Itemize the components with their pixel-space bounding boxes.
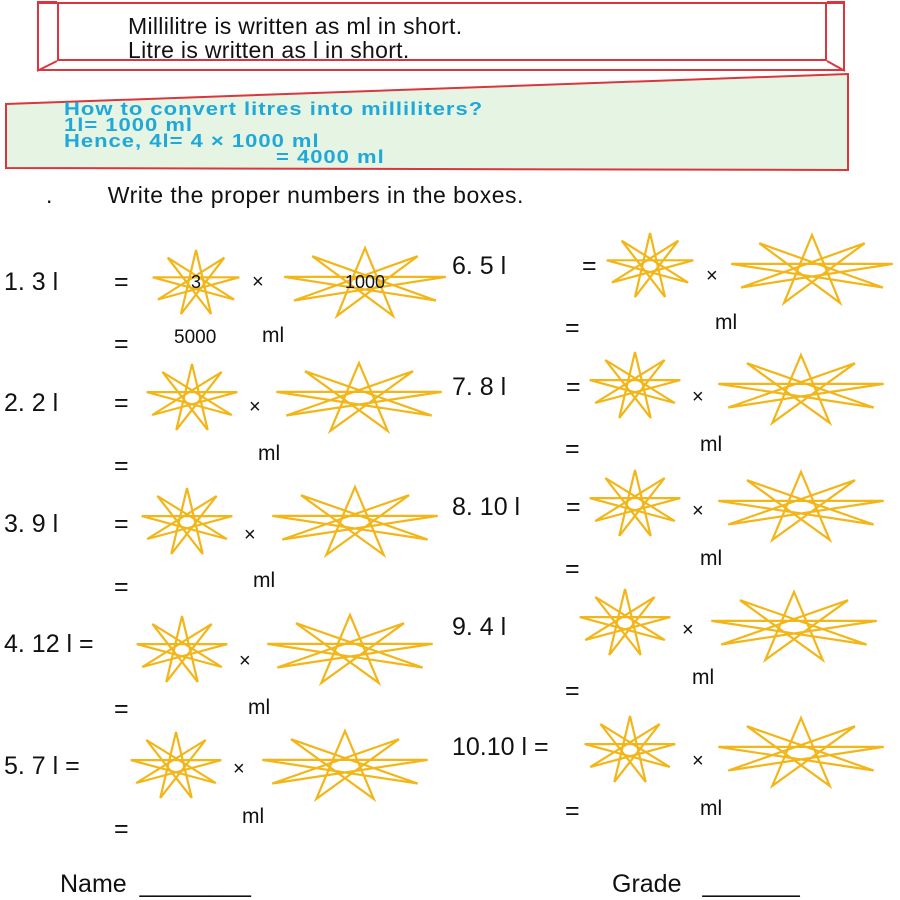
- question-label: 4. 12 l =: [4, 630, 94, 658]
- star-box-litres[interactable]: [603, 230, 697, 302]
- answer-equals-sign: =: [114, 330, 129, 358]
- star-box-factor[interactable]: [714, 715, 888, 791]
- equals-sign: =: [582, 252, 597, 280]
- equals-sign: =: [114, 510, 129, 538]
- unit-label: ml: [700, 433, 723, 456]
- answer-value[interactable]: 5000: [174, 327, 217, 348]
- answer-equals-sign: =: [565, 797, 580, 825]
- unit-label: ml: [248, 696, 271, 719]
- name-label: Name: [60, 870, 127, 898]
- name-blank[interactable]: ________: [139, 870, 251, 898]
- info-line-1: How to convert litres into milliliters?: [64, 97, 484, 119]
- instruction: [46, 182, 524, 209]
- star-box-factor[interactable]: [714, 469, 888, 545]
- unit-label: ml: [258, 442, 281, 465]
- equals-sign: =: [114, 389, 129, 417]
- star-box-litres[interactable]: [581, 713, 679, 787]
- question-label: 1. 3 l: [4, 268, 59, 296]
- times-sign: ×: [239, 650, 251, 672]
- times-sign: ×: [252, 271, 264, 293]
- unit-label: ml: [715, 311, 738, 334]
- question-label: 3. 9 l: [4, 510, 59, 538]
- grade-field[interactable]: [612, 870, 800, 899]
- unit-label: ml: [692, 666, 715, 689]
- grade-blank[interactable]: _______: [702, 870, 800, 898]
- star-box-factor[interactable]: [714, 352, 888, 428]
- star-box-litres[interactable]: [133, 613, 231, 687]
- question-label: 9. 4 l: [452, 613, 507, 641]
- star-box-litres[interactable]: [576, 586, 674, 660]
- times-sign: ×: [692, 750, 704, 772]
- equals-sign: =: [114, 268, 129, 296]
- times-sign: ×: [692, 500, 704, 522]
- star-box-factor[interactable]: [268, 484, 442, 560]
- info-line-2: 1l= 1000 ml: [64, 113, 194, 135]
- unit-label: ml: [700, 547, 723, 570]
- times-sign: ×: [244, 524, 256, 546]
- unit-label: ml: [262, 324, 285, 347]
- star-box-factor[interactable]: [727, 232, 897, 308]
- answer-equals-sign: =: [114, 695, 129, 723]
- unit-label: ml: [700, 797, 723, 820]
- answer-equals-sign: =: [114, 573, 129, 601]
- question-label: 8. 10 l: [452, 493, 521, 521]
- info-line-4: = 4000 ml: [276, 145, 385, 167]
- times-sign: ×: [233, 758, 245, 780]
- times-sign: ×: [706, 265, 718, 287]
- header-line-1: Millilitre is written as ml in short.: [128, 13, 463, 39]
- times-sign: ×: [682, 619, 694, 641]
- star-box-litres[interactable]: [143, 361, 241, 435]
- equals-sign: =: [566, 493, 581, 521]
- answer-equals-sign: =: [114, 815, 129, 843]
- times-sign: ×: [692, 386, 704, 408]
- unit-label: ml: [253, 569, 276, 592]
- grade-label: Grade: [612, 870, 682, 898]
- name-field[interactable]: [60, 870, 251, 899]
- instruction-bullet: .: [46, 182, 53, 208]
- header-line-2: Litre is written as l in short.: [128, 37, 410, 63]
- answer-equals-sign: =: [565, 677, 580, 705]
- info-line-3: Hence, 4l= 4 × 1000 ml: [64, 129, 320, 151]
- answer-equals-sign: =: [565, 314, 580, 342]
- question-label: 10.10 l =: [452, 733, 549, 761]
- star-box-factor[interactable]: [272, 360, 446, 436]
- answer-equals-sign: =: [565, 555, 580, 583]
- times-sign: ×: [249, 396, 261, 418]
- star-box-litres-value[interactable]: 3: [190, 272, 201, 292]
- star-box-factor-value[interactable]: 1000: [344, 272, 386, 292]
- question-label: 7. 8 l: [452, 373, 507, 401]
- question-label: 6. 5 l: [452, 252, 507, 280]
- answer-equals-sign: =: [565, 435, 580, 463]
- question-label: 5. 7 l =: [4, 752, 80, 780]
- star-box-litres[interactable]: [586, 349, 684, 423]
- answer-equals-sign: =: [114, 452, 129, 480]
- star-box-factor[interactable]: [707, 589, 881, 665]
- unit-label: ml: [242, 805, 265, 828]
- star-box-factor[interactable]: [263, 612, 437, 688]
- question-label: 2. 2 l: [4, 389, 59, 417]
- equals-sign: =: [566, 373, 581, 401]
- instruction-text: Write the proper numbers in the boxes.: [107, 182, 524, 208]
- star-box-litres[interactable]: [138, 485, 236, 559]
- star-box-litres[interactable]: [127, 729, 225, 803]
- star-box-factor[interactable]: [258, 728, 432, 804]
- star-box-litres[interactable]: [586, 467, 684, 541]
